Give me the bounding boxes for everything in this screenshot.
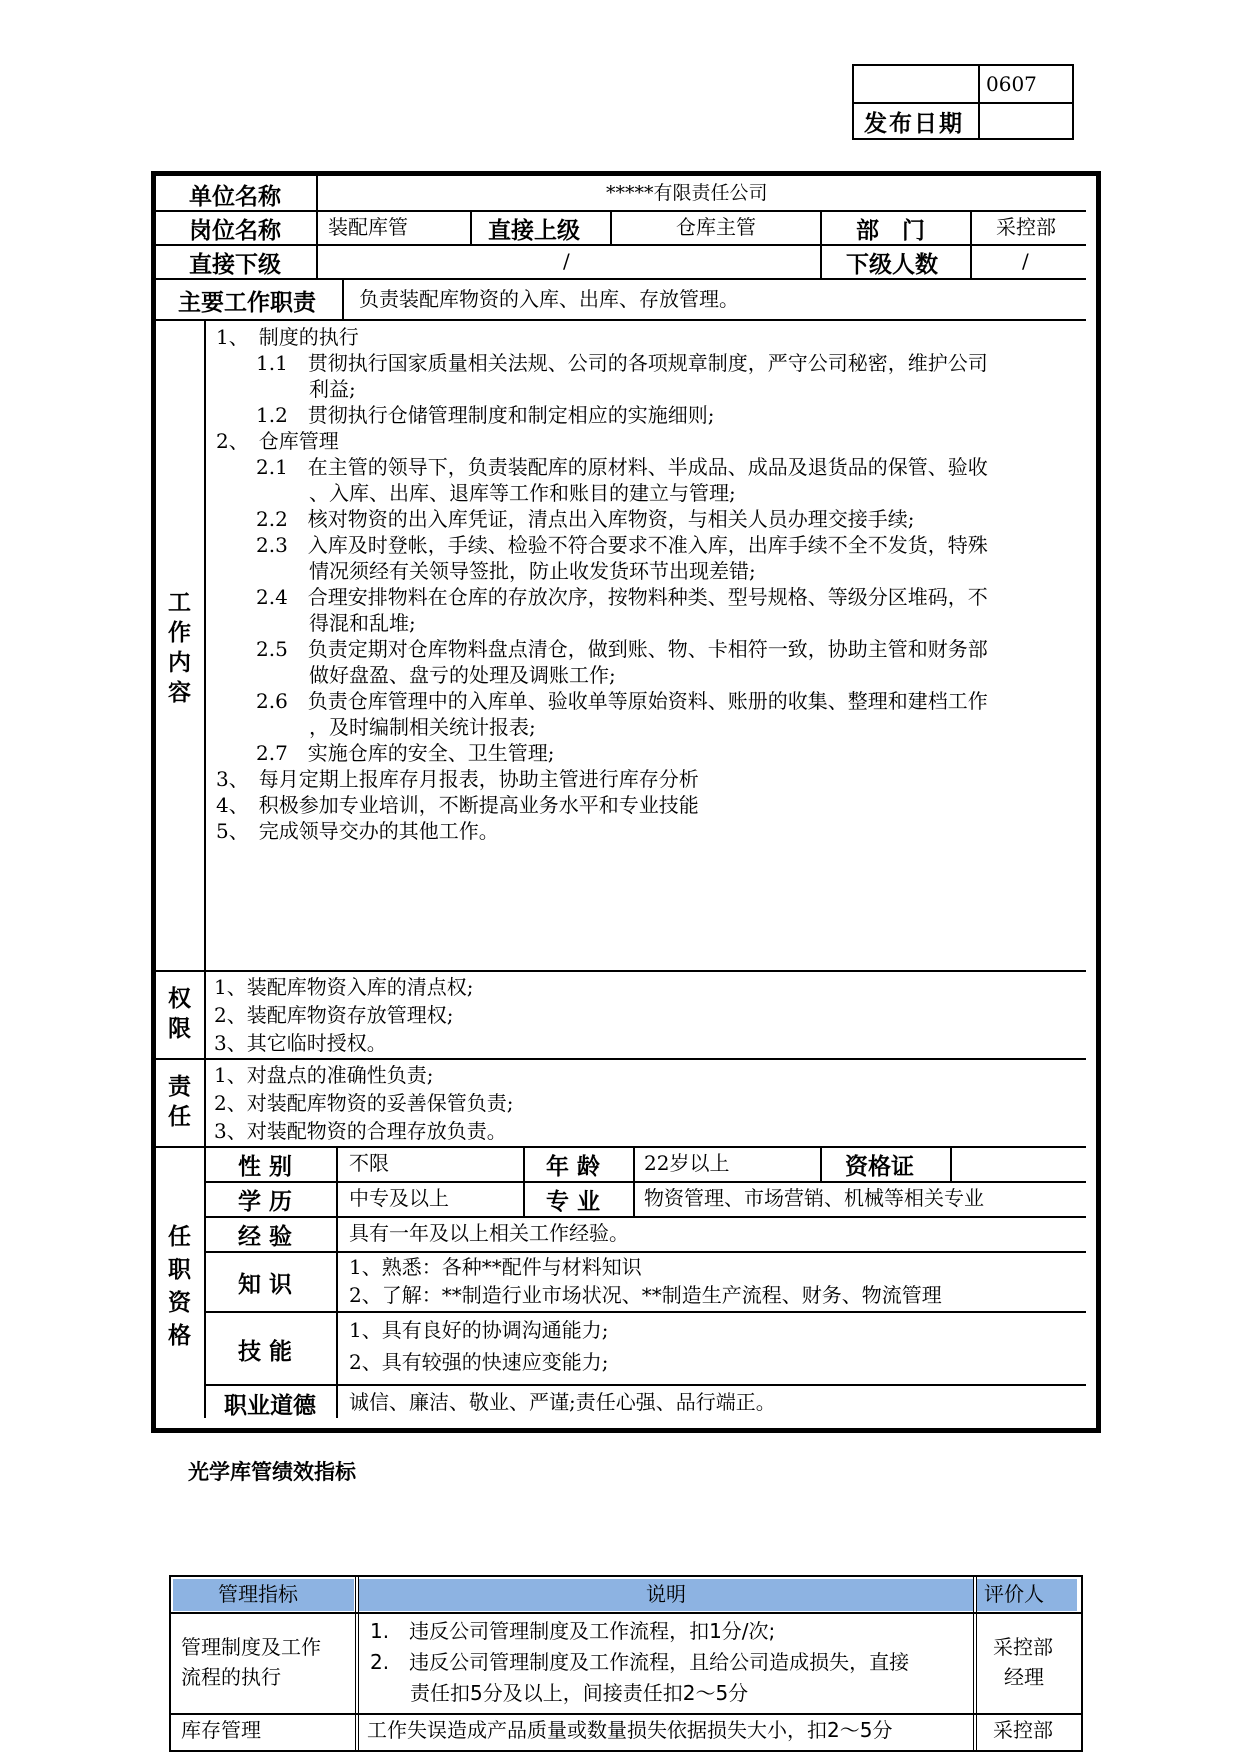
- kpi-evaluator: 采控部: [993, 1635, 1053, 1659]
- col-divider: [342, 278, 344, 319]
- authority-line: 3、其它临时授权。: [214, 1031, 387, 1055]
- authority-line: 2、装配库物资存放管理权;: [214, 1003, 454, 1027]
- subordinate-value: /: [563, 249, 570, 273]
- publish-box-divider: [978, 66, 980, 138]
- kpi-description-line: 1. 违反公司管理制度及工作流程，扣1分/次;: [370, 1619, 776, 1643]
- subordinate-label: 直接下级: [189, 252, 281, 278]
- work-line: 2.1 在主管的领导下，负责装配库的原材料、半成品、成品及退货品的保管、验收: [256, 455, 988, 479]
- sub-count-label: 下级人数: [846, 252, 938, 278]
- work-line: 2.5 负责定期对仓库物料盘点清仓，做到账、物、卡相符一致，协助主管和财务部: [256, 637, 988, 661]
- work-line: 2.4 合理安排物料在仓库的存放次序，按物料种类、型号规格、等级分区堆码，不: [256, 585, 988, 609]
- education-label: 学 历: [238, 1189, 293, 1215]
- skill-line: 2、具有较强的快速应变能力;: [349, 1350, 609, 1374]
- knowledge-label: 知 识: [238, 1272, 293, 1298]
- work-content-label: 工作内容: [168, 590, 191, 706]
- work-line: 1.1 贯彻执行国家质量相关法规、公司的各项规章制度，严守公司秘密，维护公司: [256, 351, 988, 375]
- gender-label: 性 别: [238, 1154, 293, 1180]
- work-line: 2.3 入库及时登帐，手续、检验不符合要求不准入库，出库手续不全不发货，特殊: [256, 533, 988, 557]
- kpi-header-indicator: 管理指标: [218, 1582, 298, 1606]
- authority-line: 1、装配库物资入库的清点权;: [214, 975, 474, 999]
- main-duty-value: 负责装配库物资的入库、出库、存放管理。: [359, 287, 739, 311]
- col-divider: [470, 210, 472, 244]
- work-line: 5、 完成领导交办的其他工作。: [216, 819, 499, 843]
- sub-count-value: /: [1022, 249, 1029, 273]
- responsibility-line: 3、对装配物资的合理存放负责。: [214, 1119, 507, 1143]
- col-divider: [336, 1146, 338, 1418]
- work-line: 2.2 核对物资的出入库凭证，清点出入库物资，与相关人员办理交接手续;: [256, 507, 915, 531]
- skill-label: 技 能: [238, 1339, 293, 1365]
- row-divider: [156, 210, 1086, 212]
- dept-value: 采控部: [996, 215, 1056, 239]
- kpi-indicator: 库存管理: [181, 1718, 261, 1742]
- col-divider: [950, 1146, 952, 1181]
- work-line: 2、 仓库管理: [216, 429, 339, 453]
- kpi-title: 光学库管绩效指标: [188, 1460, 356, 1484]
- authority-label: 权限: [168, 986, 191, 1042]
- kpi-description-line: 工作失误造成产品质量或数量损失依据损失大小，扣2～5分: [367, 1718, 893, 1742]
- age-value: 22岁以上: [644, 1151, 730, 1175]
- row-divider: [156, 278, 1086, 280]
- kpi-header-description: 说明: [646, 1582, 686, 1606]
- cert-label: 资格证: [845, 1154, 914, 1180]
- kpi-header-evaluator: 评价人: [984, 1582, 1044, 1606]
- major-label: 专 业: [546, 1189, 601, 1215]
- col-divider: [610, 210, 612, 244]
- row-divider: [156, 1146, 1086, 1148]
- kpi-description-line: 2. 违反公司管理制度及工作流程，且给公司造成损失，直接: [370, 1650, 910, 1674]
- row-divider: [156, 319, 1086, 321]
- main-duty-label: 主要工作职责: [178, 290, 316, 316]
- row-divider: [171, 1713, 1081, 1715]
- superior-value: 仓库主管: [676, 215, 756, 239]
- qualification-label: 任职资格: [168, 1224, 191, 1349]
- post-name-value: 装配库管: [328, 215, 408, 239]
- gender-value: 不限: [349, 1151, 389, 1175]
- major-value: 物资管理、市场营销、机械等相关专业: [644, 1186, 984, 1210]
- work-line: 1.2 贯彻执行仓储管理制度和制定相应的实施细则;: [256, 403, 715, 427]
- work-line: 2.7 实施仓库的安全、卫生管理;: [256, 741, 555, 765]
- publish-date-box: [852, 64, 1074, 140]
- work-content-list: [156, 323, 1086, 963]
- col-divider: [973, 1577, 977, 1750]
- col-divider: [820, 1146, 822, 1181]
- row-divider: [156, 1058, 1086, 1060]
- responsibility-label: 责任: [168, 1074, 191, 1130]
- publish-code-row: [854, 66, 1072, 104]
- work-line: 得混和乱堆;: [309, 611, 416, 635]
- unit-name-label: 单位名称: [189, 184, 281, 210]
- work-line: 2.6 负责仓库管理中的入库单、验收单等原始资料、账册的收集、整理和建档工作: [256, 689, 988, 713]
- kpi-evaluator: 经理: [1004, 1665, 1044, 1689]
- col-divider: [820, 210, 822, 278]
- col-divider: [633, 1146, 635, 1216]
- col-divider: [355, 1577, 359, 1750]
- kpi-table: [169, 1575, 1083, 1752]
- work-line: 利益;: [309, 377, 356, 401]
- responsibility-line: 2、对装配库物资的妥善保管负责;: [214, 1091, 514, 1115]
- dept-label: 部 门: [856, 218, 925, 244]
- responsibility-line: 1、对盘点的准确性负责;: [214, 1063, 434, 1087]
- experience-value: 具有一年及以上相关工作经验。: [349, 1221, 629, 1245]
- ethics-label: 职业道德: [224, 1393, 316, 1419]
- kpi-evaluator: 采控部: [993, 1718, 1053, 1742]
- work-line: 1、 制度的执行: [216, 325, 359, 349]
- kpi-description-line: 责任扣5分及以上，间接责任扣2～5分: [370, 1681, 749, 1705]
- work-line: 做好盘盈、盘亏的处理及调账工作;: [309, 663, 616, 687]
- work-line: 情况须经有关领导签批，防止收发货环节出现差错;: [309, 559, 756, 583]
- row-divider: [156, 970, 1086, 972]
- knowledge-line: 2、了解：**制造行业市场状况、**制造生产流程、财务、物流管理: [349, 1283, 942, 1307]
- col-divider: [970, 210, 972, 278]
- row-divider: [171, 1612, 1081, 1614]
- col-divider: [316, 176, 318, 278]
- post-name-label: 岗位名称: [189, 218, 281, 244]
- unit-name-value: *****有限责任公司: [606, 182, 768, 204]
- age-label: 年 龄: [546, 1154, 601, 1180]
- work-line: 3、 每月定期上报库存月报表，协助主管进行库存分析: [216, 767, 699, 791]
- job-description-table: [151, 171, 1101, 1433]
- kpi-indicator: 流程的执行: [181, 1665, 281, 1689]
- superior-label: 直接上级: [488, 218, 580, 244]
- ethics-value: 诚信、廉洁、敬业、严谨;责任心强、品行端正。: [349, 1390, 776, 1414]
- row-divider: [156, 244, 1086, 246]
- education-value: 中专及以上: [349, 1186, 449, 1210]
- knowledge-line: 1、熟悉：各种**配件与材料知识: [349, 1255, 642, 1279]
- work-line: 、入库、出库、退库等工作和账目的建立与管理;: [309, 481, 736, 505]
- skill-line: 1、具有良好的协调沟通能力;: [349, 1318, 609, 1342]
- publish-code: 0607: [986, 72, 1037, 96]
- work-line: 4、 积极参加专业培训，不断提高业务水平和专业技能: [216, 793, 699, 817]
- work-line: ，及时编制相关统计报表;: [309, 715, 536, 739]
- publish-date-label: 发布日期: [864, 111, 964, 137]
- kpi-indicator: 管理制度及工作: [181, 1635, 321, 1659]
- col-divider: [523, 1146, 525, 1216]
- experience-label: 经 验: [238, 1224, 293, 1250]
